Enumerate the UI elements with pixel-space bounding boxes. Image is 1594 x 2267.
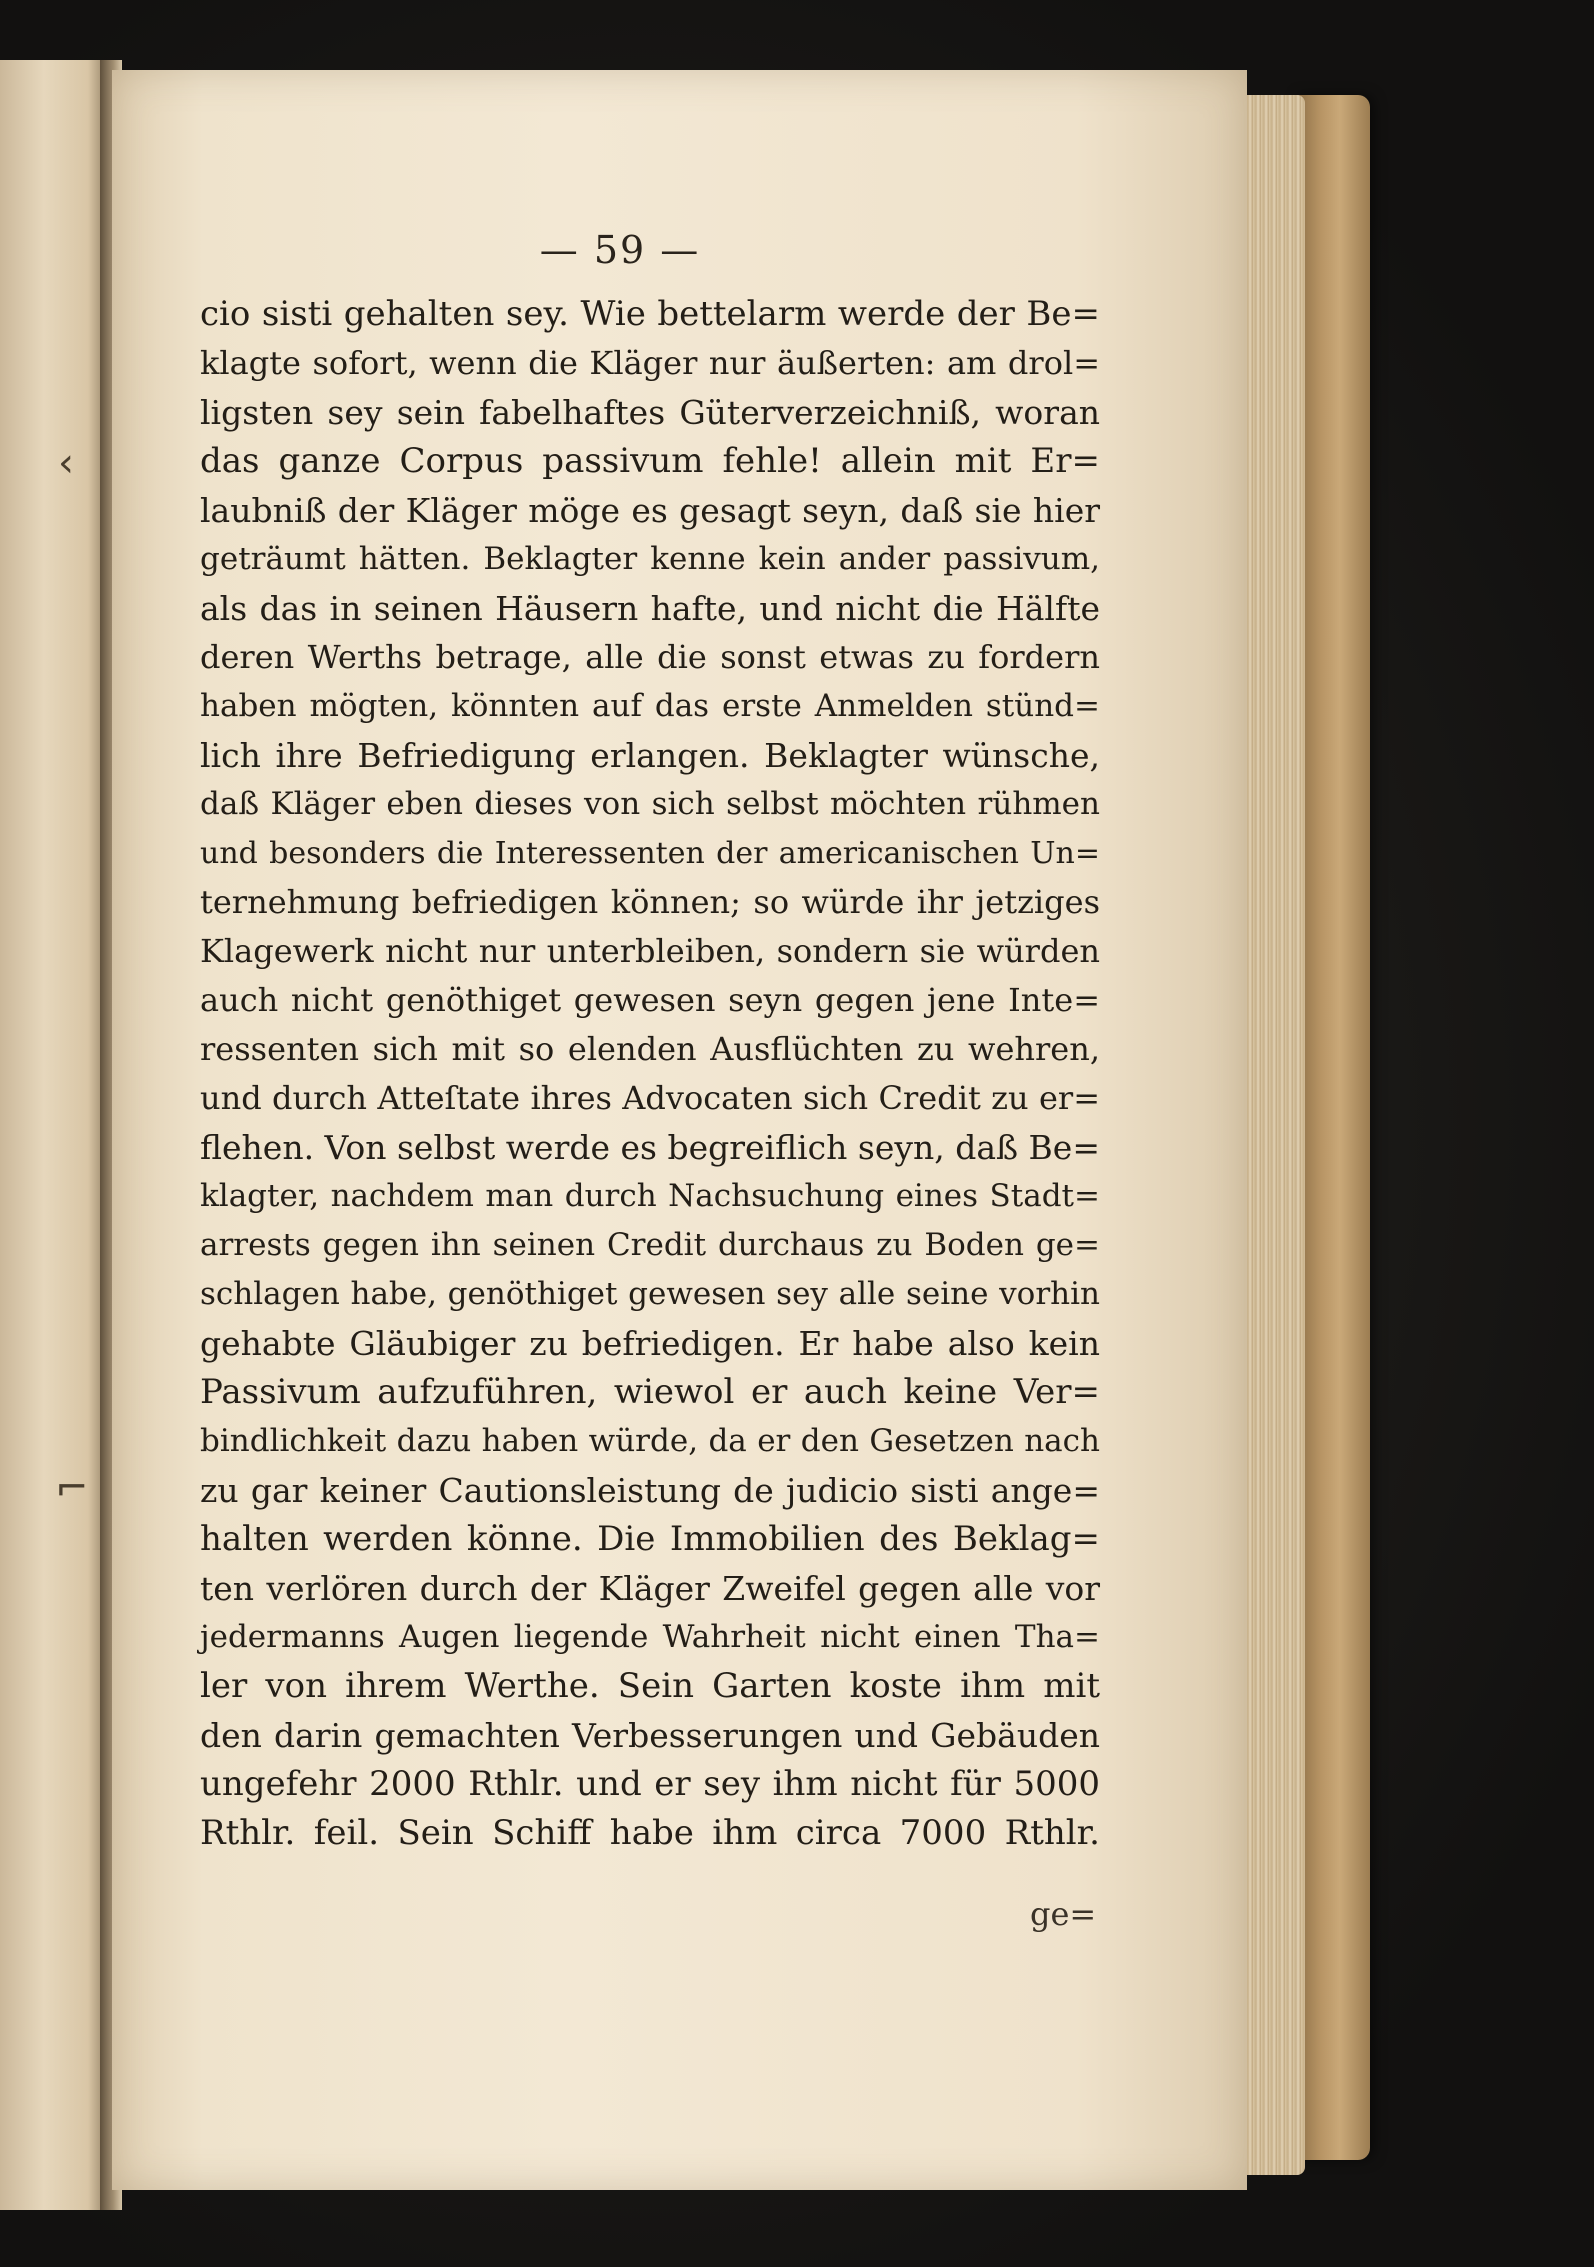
text-line: das ganze Corpus passivum fehle! allein mit Er= — [200, 441, 1100, 481]
text-line: halten werden könne. Die Immobilien des Beklag= — [200, 1519, 1100, 1559]
text-line: gehabte Gläubiger zu befriedigen. Er habe also kein — [200, 1324, 1100, 1363]
catchword: ge= — [1030, 1895, 1097, 1933]
text-line: klagte sofort, wenn die Kläger nur äußerten: am drol= — [200, 344, 1100, 382]
page-body-text — [200, 290, 1100, 1858]
text-line: jedermanns Augen liegende Wahrheit nicht einen Tha= — [200, 1619, 1100, 1655]
text-line: ligsten sey sein fabelhaftes Güterverzeichniß, woran — [200, 393, 1100, 432]
text-line: haben mögten, könnten auf das erste Anmelden stünd= — [200, 688, 1100, 724]
text-line: Passivum aufzuführen, wiewol er auch keine Ver= — [200, 1372, 1100, 1412]
text-line: cio sisti gehalten sey. Wie bettelarm werde der Be= — [200, 294, 1100, 334]
text-line: arrests gegen ihn seinen Credit durchaus zu Boden ge= — [200, 1227, 1100, 1263]
text-line: schlagen habe, genöthiget gewesen sey alle seine vorhin — [200, 1276, 1100, 1312]
margin-mark-bottom: ⌐ — [55, 1465, 89, 1511]
text-line: als das in seinen Häusern hafte, und nicht die Hälfte — [200, 589, 1100, 628]
page-stack-edges — [1245, 95, 1305, 2175]
book-cover-edge — [1295, 95, 1370, 2160]
page-number: — 59 — — [539, 228, 701, 272]
text-line: ler von ihrem Werthe. Sein Garten koste ihm mit — [200, 1666, 1100, 1706]
text-line: laubniß der Kläger möge es gesagt seyn, daß sie hier — [200, 491, 1100, 530]
text-line: zu gar keiner Cautionsleistung de judicio sisti ange= — [200, 1471, 1100, 1510]
text-line: ungefehr 2000 Rthlr. und er sey ihm nicht für 5000 — [200, 1764, 1100, 1804]
text-line: den darin gemachten Verbesserungen und Gebäuden — [200, 1716, 1100, 1755]
text-line: und durch Atteſtate ihres Advocaten sich Credit zu er= — [200, 1079, 1100, 1117]
text-line: auch nicht genöthiget gewesen seyn gegen jene Inte= — [200, 981, 1100, 1019]
text-line: klagter, nachdem man durch Nachsuchung eines Stadt= — [200, 1178, 1100, 1214]
text-line: flehen. Von selbst werde es begreiflich seyn, daß Be= — [200, 1128, 1100, 1167]
text-line: daß Kläger eben dieses von sich selbst möchten rühmen — [200, 786, 1100, 822]
text-line: Rthlr. feil. Sein Schiff habe ihm circa 7000 Rthlr. — [200, 1813, 1100, 1853]
left-page-edge — [0, 60, 110, 2210]
text-line: Klagewerk nicht nur unterbleiben, sondern sie würden — [200, 932, 1100, 970]
text-line: ressenten sich mit so elenden Ausflüchten zu wehren, — [200, 1030, 1100, 1068]
text-line: deren Werths betrage, alle die sonst etwas zu fordern — [200, 638, 1100, 676]
text-line: lich ihre Befriedigung erlangen. Beklagter wünsche, — [200, 736, 1100, 775]
text-line: bindlichkeit dazu haben würde, da er den Gesetzen nach — [200, 1423, 1100, 1459]
text-line: geträumt hätten. Beklagter kenne kein ander passivum, — [200, 541, 1100, 577]
text-line: und besonders die Interessenten der americanischen Un= — [200, 836, 1100, 871]
text-line: ternehmung befriedigen können; so würde ihr jetziges — [200, 883, 1100, 921]
text-line: ten verlören durch der Kläger Zweifel gegen alle vor — [200, 1569, 1100, 1608]
margin-mark-top: ‹ — [58, 440, 74, 486]
